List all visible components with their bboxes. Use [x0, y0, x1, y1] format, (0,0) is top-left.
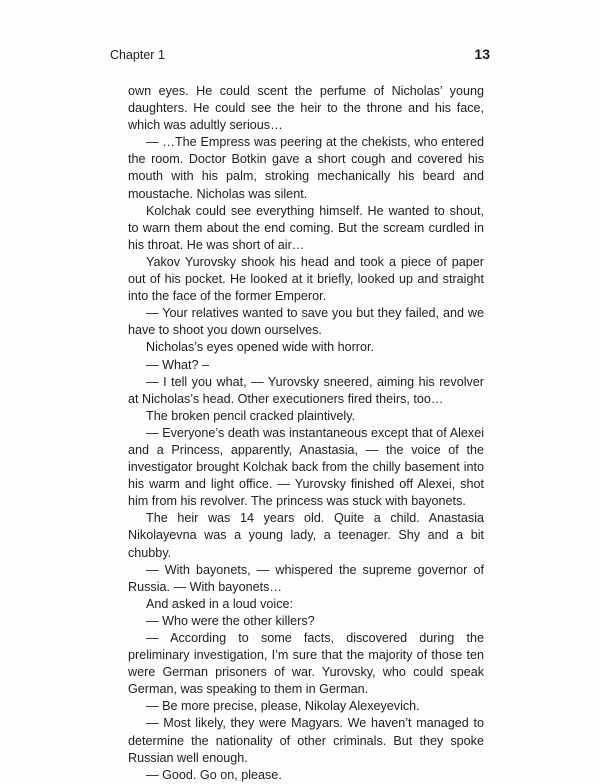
- page-number: 13: [474, 46, 490, 62]
- paragraph: — What? –: [146, 357, 209, 372]
- paragraph: — I tell you what, — Yurovsky sneered, aiming his revolver at Nicholas’s head. Other executioners fired theirs, too…: [128, 374, 484, 406]
- paragraph: The heir was 14 years old. Quite a child. Anastasia Nikolayevna was a young lady, a teenager. Shy and a bit chubby.: [128, 511, 484, 560]
- paragraph: And asked in a loud voice:: [146, 596, 294, 611]
- paragraph: — Good. Go on, please.: [146, 767, 282, 782]
- paragraph: — According to some facts, discovered during the preliminary investigation, I’m sure that the majority of those ten were German prisoners of war. Yurovsky, who could speak German, was speaking to them in German.: [128, 631, 484, 697]
- chapter-title: Chapter 1: [110, 48, 165, 62]
- body-text: [128, 83, 484, 784]
- paragraph: — With bayonets, — whispered the supreme governor of Russia. — With bayonets…: [128, 562, 484, 594]
- paragraph: — Be more precise, please, Nikolay Alexeyevich.: [146, 699, 420, 714]
- paragraph: — Who were the other killers?: [146, 613, 315, 628]
- paragraph: The broken pencil cracked plaintively.: [146, 408, 356, 423]
- running-header: [110, 46, 490, 62]
- paragraph: — Most likely, they were Magyars. We haven’t managed to determine the nationality of other criminals. But they spoke Russian well enough.: [128, 716, 484, 765]
- paragraph: — Everyone’s death was instantaneous except that of Alexei and a Princess, apparently, Anastasia, — the voice of the investigator brought Kolchak back from the chilly basement into his warm and light office. — Yurovsky finished off Alexei, shot him from his revolver. The princess was stuck with bayonets.: [128, 425, 484, 509]
- paragraph: Yakov Yurovsky shook his head and took a piece of paper out of his pocket. He looked at it briefly, looked up and straight into the face of the former Emperor.: [128, 254, 484, 304]
- paragraph: — …The Empress was peering at the chekists, who entered the room. Doctor Botkin gave a short cough and covered his mouth with his palm, stroking mechanically his beard and moustache. Nicholas was silent.: [128, 135, 484, 201]
- paragraph: — Your relatives wanted to save you but they failed, and we have to shoot you down ourselves.: [128, 306, 484, 338]
- paragraph: Nicholas’s eyes opened wide with horror.: [146, 340, 374, 355]
- paragraph: Kolchak could see everything himself. He wanted to shout, to warn them about the end coming. But the scream curdled in his throat. He was short of air…: [128, 203, 484, 252]
- paragraph: own eyes. He could scent the perfume of Nicholas’ young daughters. He could see the heir to the throne and his face, which was adultly serious…: [128, 84, 484, 133]
